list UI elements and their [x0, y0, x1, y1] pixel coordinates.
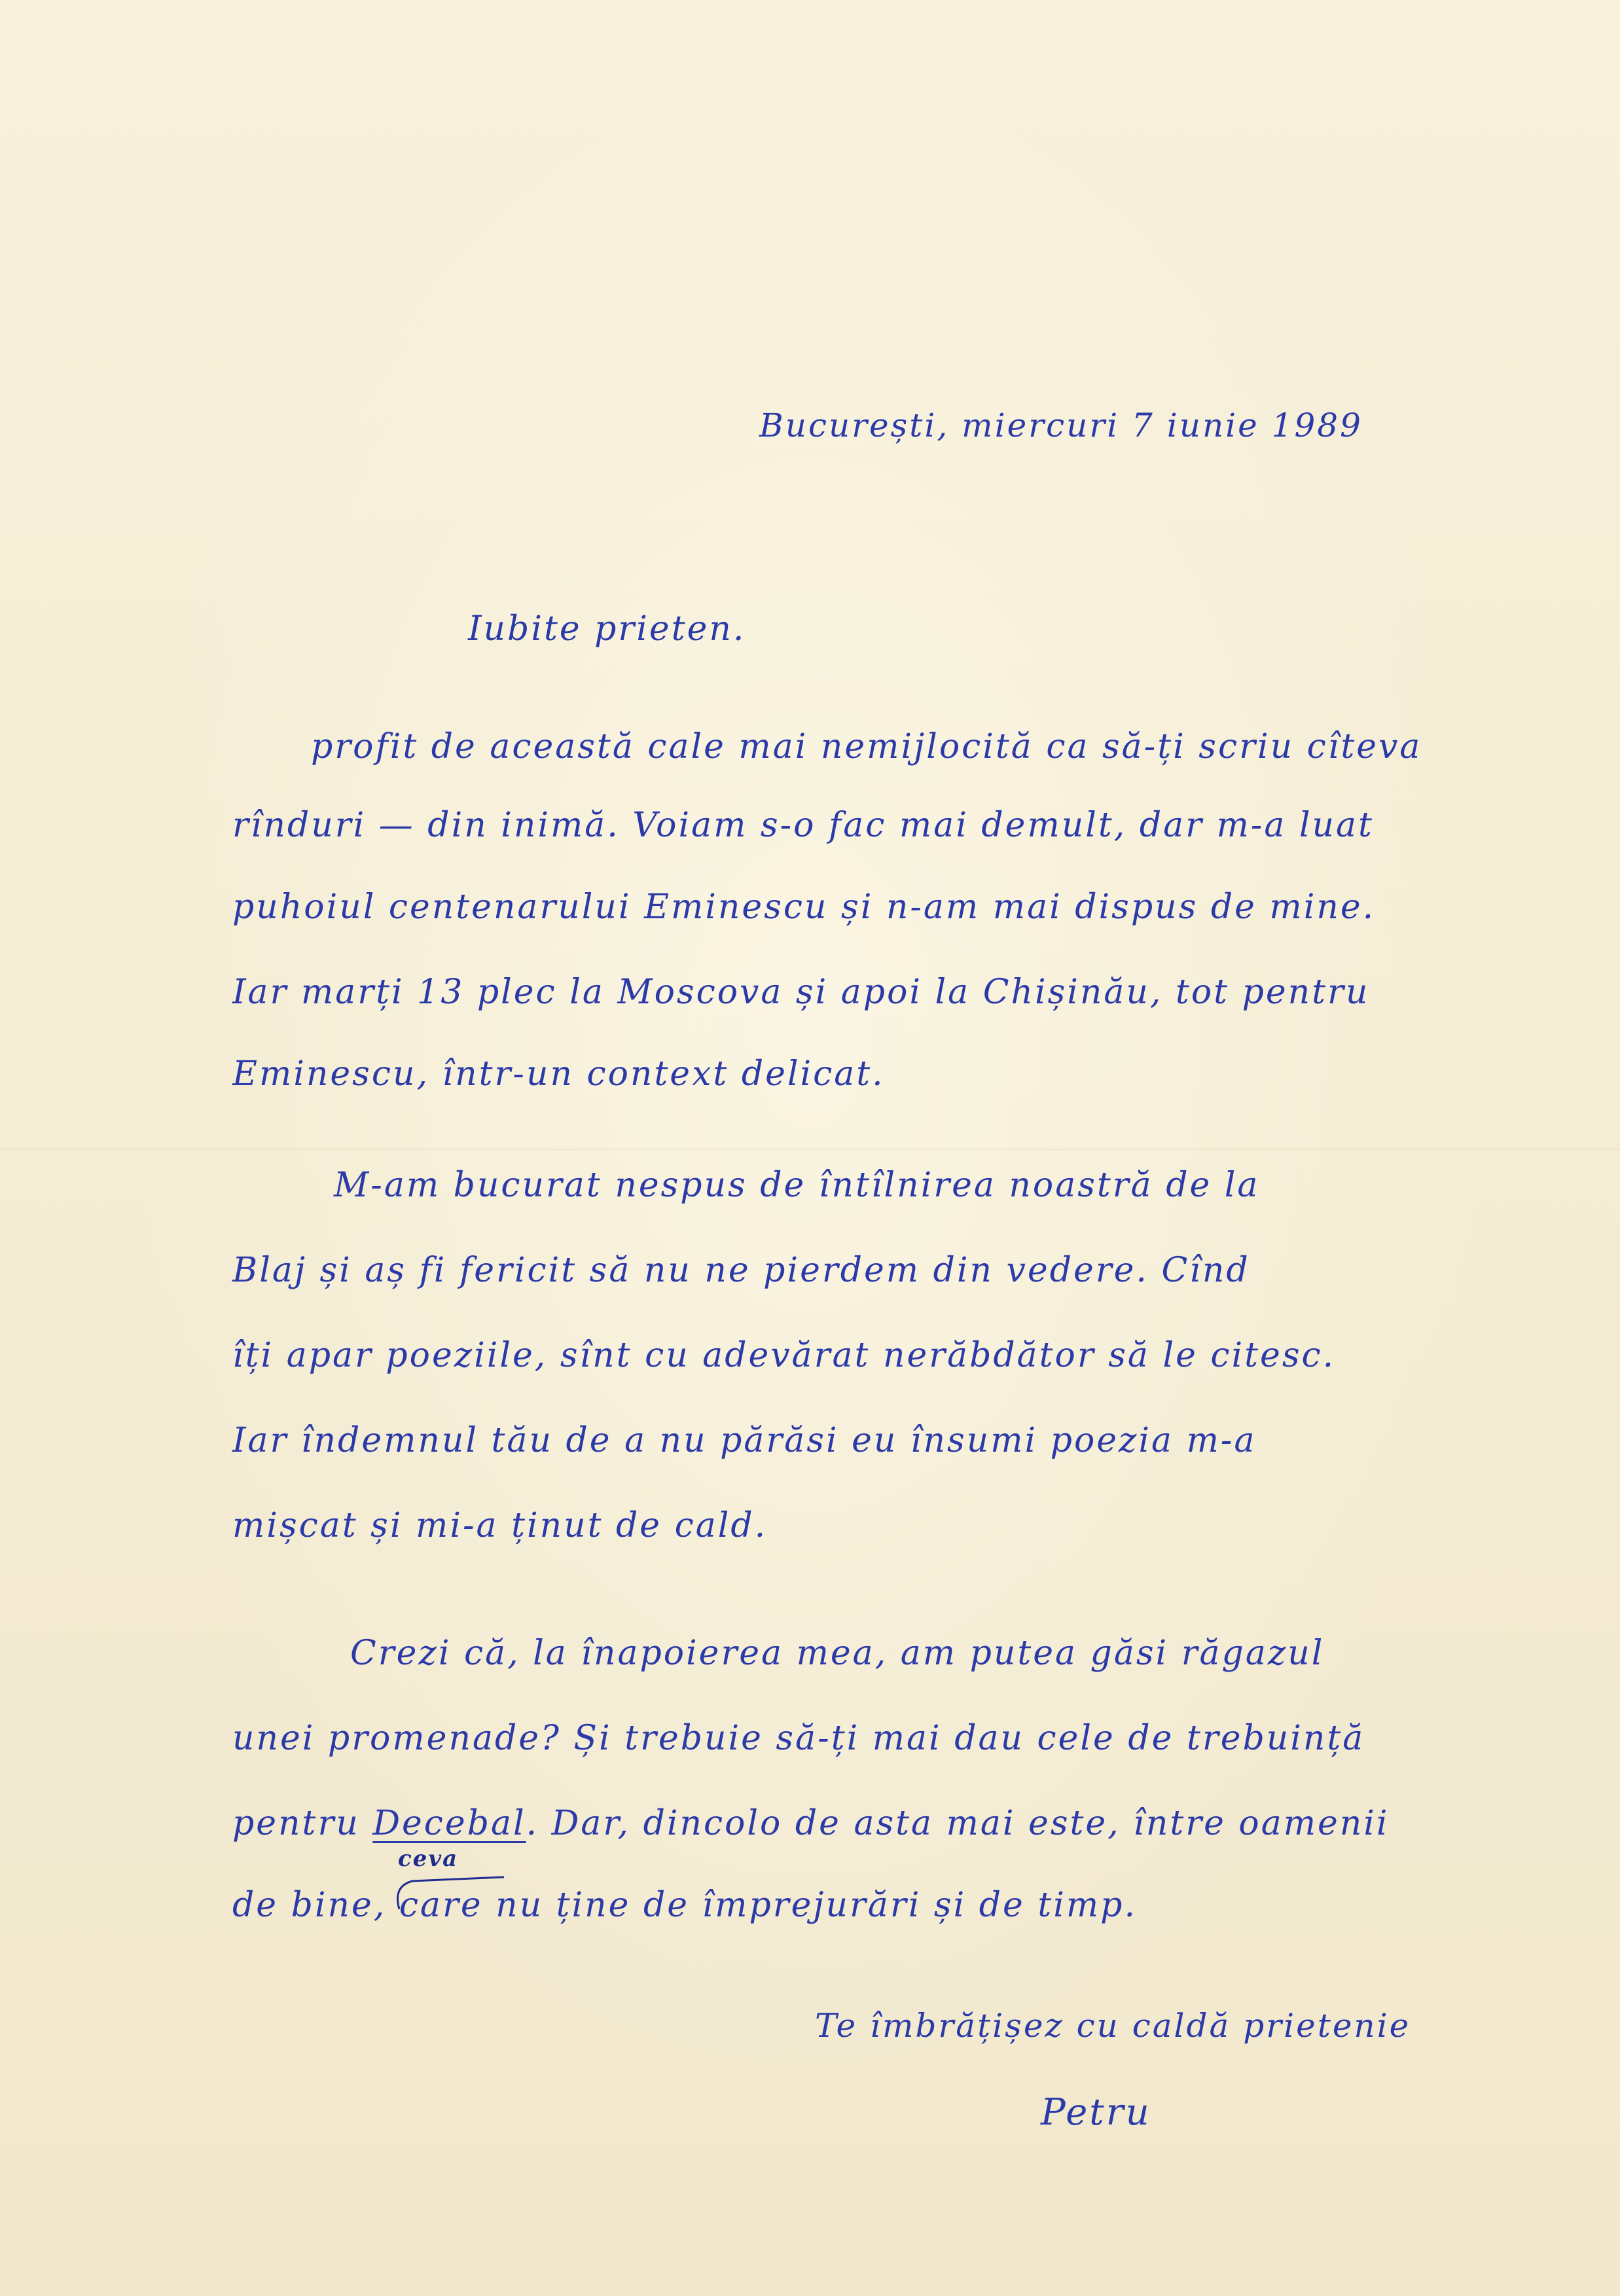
letter-line: Blaj și aș fi fericit să nu ne pierdem din vedere. Cînd: [232, 1251, 1250, 1290]
inserted-word: ceva: [398, 1846, 459, 1872]
letter-line: Crezi că, la înapoierea mea, am putea găsi răgazul: [350, 1634, 1325, 1673]
letter-line: mișcat și mi-a ținut de cald.: [232, 1506, 768, 1545]
letter-line-decebal: [232, 1804, 1390, 1843]
letter-line: Iar îndemnul tău de a nu părăsi eu însumi poezia m-a: [232, 1421, 1257, 1460]
signature: Petru: [1041, 2091, 1151, 2134]
closing: Te îmbrățișez cu caldă prietenie: [815, 2007, 1411, 2045]
letter-line: M-am bucurat nespus de întîlnirea noastră de la: [334, 1166, 1260, 1205]
letter-word: pentru: [232, 1804, 360, 1843]
letter-line: Iar marți 13 plec la Moscova și apoi la Chișinău, tot pentru: [232, 973, 1370, 1012]
letter-line: unei promenade? Și trebuie să-ți mai dau cele de trebuință: [232, 1719, 1365, 1758]
letter-word: . Dar, dincolo de asta mai este, între oamenii: [526, 1804, 1390, 1843]
letter-line: puhoiul centenarului Eminescu și n-am mai dispus de mine.: [232, 888, 1376, 927]
letter-line: îți apar poeziile, sînt cu adevărat nerăbdător să le citesc.: [232, 1336, 1336, 1375]
letter-line: de bine, care nu ține de împrejurări și de timp.: [232, 1886, 1137, 1925]
letter-line: Eminescu, într-un context delicat.: [232, 1054, 885, 1094]
paper-fold: [0, 1149, 1620, 1150]
salutation: Iubite prieten.: [468, 609, 746, 649]
letter-line: profit de această cale mai nemijlocită ca să-ți scriu cîteva: [311, 727, 1422, 766]
underlined-title: Decebal: [372, 1804, 526, 1843]
dateline: București, miercuri 7 iunie 1989: [759, 406, 1363, 444]
letter-line: rînduri — din inimă. Voiam s-o fac mai demult, dar m-a luat: [232, 806, 1374, 845]
